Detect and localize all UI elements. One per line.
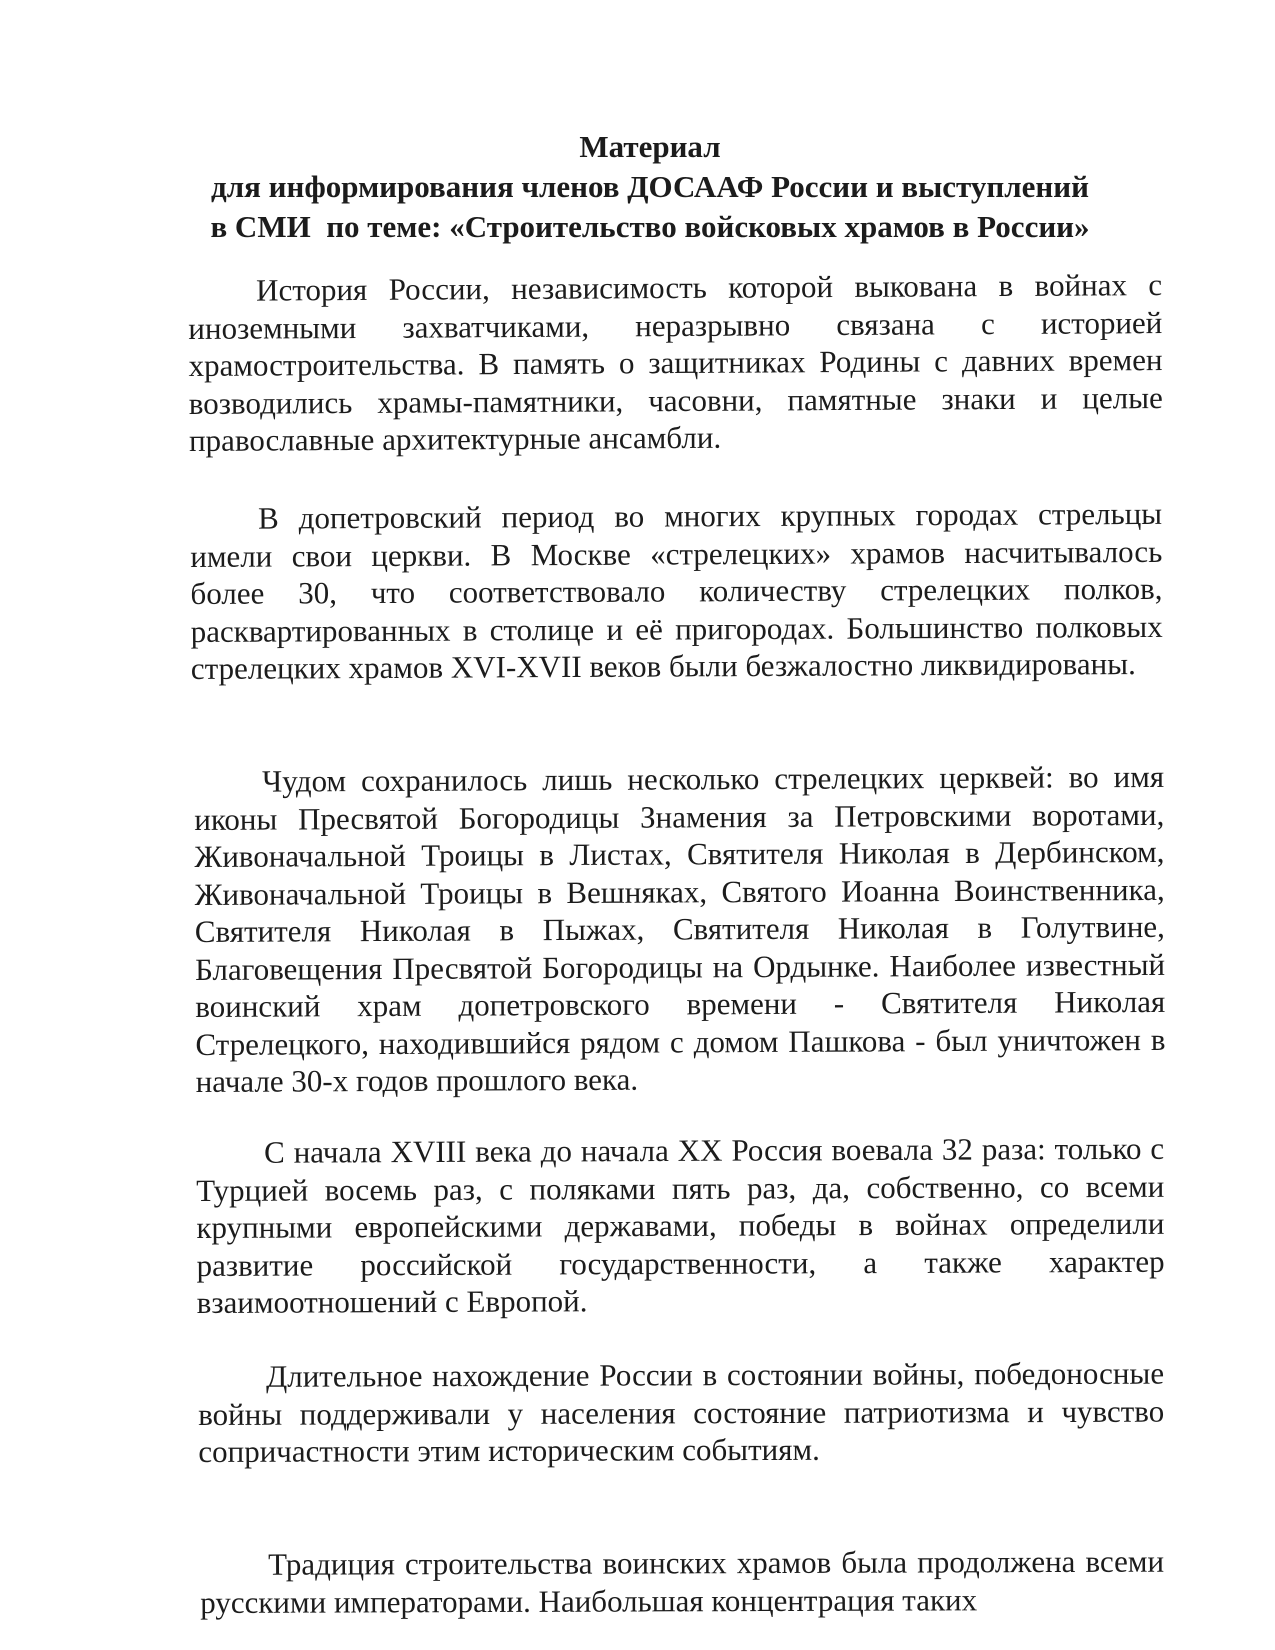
paragraph-pre-petrine: В допетровский период во многих крупных городах стрельцы имели свои церкви. В Москве «стрелецких» храмов насчитывалось более 30, что соответствовало количеству стрелецких полков, расквартированных в столице и её пригородах. Большинство полковых стрелецких храмов XVI-XVII веков были безжалостно ликвидированы.	[190, 495, 1163, 686]
document-subtitle-line-1: для информирования членов ДОСААФ России и выступлений	[211, 169, 1089, 204]
paragraph-wars: С начала XVIII века до начала XX Россия воевала 32 раза: только с Турцией восемь раз, с поляками пять раз, да, собственно, со всеми крупными европейскими державами, победы в войнах определили развитие российской государственности, а также характер взаимоотношений с Европой.	[196, 1130, 1165, 1320]
document-title: Материал	[579, 129, 721, 164]
document-subtitle-line-2: в СМИ по теме: «Строительство войсковых храмов в России»	[210, 209, 1090, 244]
paragraph-tradition: Традиция строительства воинских храмов была продолжена всеми русскими императорами. Наибольшая концентрация таких	[200, 1543, 1165, 1620]
paragraph-patriotism: Длительное нахождение России в состоянии войны, победоносные войны поддерживали у населения состояние патриотизма и чувство сопричастности этим историческим событиям.	[198, 1355, 1165, 1469]
paragraph-surviving-churches: Чудом сохранилось лишь несколько стрелецких церквей: во имя иконы Пресвятой Богородицы Знамения за Петровскими воротами, Живоначальной Троицы в Листах, Святителя Николая в Дербинском, Живоначальной Троицы в Вешняках, Святого Иоанна Воинственника, Святителя Николая в Пыжах, Святителя Николая в Голутвине, Благовещения Пресвятой Богородицы на Ордынке. Наиболее известный воинский храм допетровского времени - Святителя Николая Стрелецкого, находившийся рядом с домом Пашкова - был уничтожен в начале 30-х годов прошлого века.	[194, 758, 1166, 1099]
paragraph-history: История России, независимость которой выкована в войнах с иноземными захватчиками, неразрывно связана с историей храмостроительства. В память о защитниках Родины с давних времен возводились храмы-памятники, часовни, памятные знаки и целые православные архитектурные ансамбли.	[188, 267, 1163, 458]
document-heading	[150, 127, 1150, 247]
